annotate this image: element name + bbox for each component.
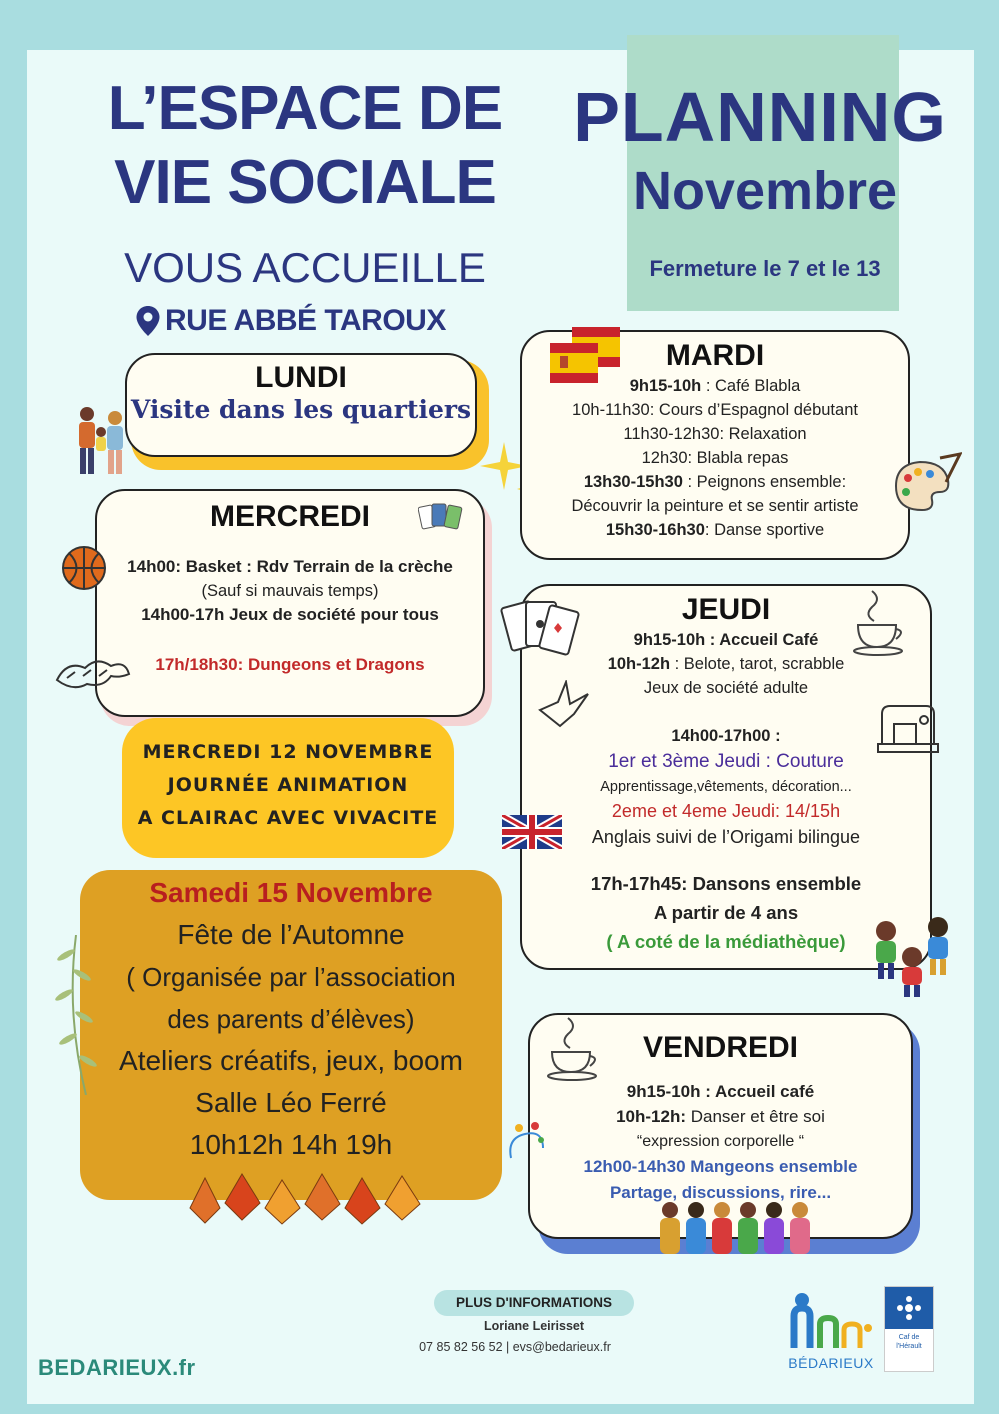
mardi-line-3: 11h30-12h30: Relaxation	[623, 425, 807, 443]
steaming-cup-icon	[546, 1016, 602, 1082]
subtitle: VOUS ACCUEILLE	[124, 244, 486, 291]
mardi-heading: MARDI	[665, 339, 765, 372]
vendredi-line-5: Partage, discussions, rire...	[609, 1183, 832, 1202]
samedi-box	[80, 870, 502, 1200]
spanish-flag-icon	[548, 325, 622, 385]
location-pin-icon	[135, 305, 161, 337]
caf-logo: Caf de l'Hérault	[884, 1286, 934, 1372]
lundi-text: Visite dans les quartiers	[130, 395, 472, 424]
mercredi-line-3: 14h00-17h Jeux de société pour tous	[141, 605, 439, 624]
mardi-line-4: 12h30: Blabla repas	[641, 449, 789, 467]
mardi-line-2: 10h-11h30: Cours d’Espagnol débutant	[572, 401, 858, 419]
jeudi-line-8: Anglais suivi de l’Origami bilingue	[591, 827, 861, 847]
autumn-leaves-icon	[180, 1168, 430, 1228]
mardi-line-6: Découvrir la peinture et se sentir artiste	[571, 497, 859, 515]
jeudi-line-3: Jeux de société adulte	[643, 679, 809, 697]
event-line-1: MERCREDI 12 NOVEMBRE	[142, 741, 434, 763]
jeudi-line-5: 1er et 3ème Jeudi : Couture	[608, 751, 844, 772]
jeudi-line-7: 2eme et 4eme Jeudi: 14/15h	[611, 801, 841, 821]
dragon-icon	[53, 650, 133, 696]
bedarieux-site: BEDARIEUX.fr	[38, 1355, 196, 1380]
samedi-line-5: Ateliers créatifs, jeux, boom	[119, 1045, 463, 1076]
group-people-icon	[656, 1200, 816, 1254]
mercredi-line-1: 14h00: Basket : Rdv Terrain de la crèche	[127, 557, 453, 576]
mercredi-heading: MERCREDI	[209, 500, 370, 533]
samedi-line-1: Samedi 15 Novembre	[149, 877, 433, 908]
closure-note: Fermeture le 7 et le 13	[649, 256, 881, 281]
vendredi-heading: VENDREDI	[642, 1031, 799, 1064]
address: RUE ABBÉ TAROUX	[135, 304, 446, 338]
caf-emblem-icon	[885, 1287, 933, 1329]
coffee-cup-icon	[852, 587, 908, 657]
jeudi-heading: JEUDI	[681, 593, 771, 626]
more-info-pill: PLUS D'INFORMATIONS	[434, 1290, 634, 1316]
mardi-line-5: 13h30-15h30 : Peignons ensemble:	[583, 473, 847, 491]
jeudi-line-11: ( A coté de la médiathèque)	[606, 931, 846, 952]
family-illustration-icon	[65, 402, 137, 476]
month-title: Novembre	[632, 161, 898, 221]
vendredi-line-1: 9h15-10h : Accueil café	[626, 1082, 815, 1101]
playing-cards-icon	[500, 594, 580, 666]
contact-name: Loriane Leirisset	[483, 1319, 585, 1333]
event-clairac-box	[122, 718, 454, 858]
children-playing-icon	[866, 915, 962, 999]
event-line-3: A CLAIRAC AVEC VIVACITE	[137, 807, 439, 829]
mardi-line-7: 15h30-16h30: Danse sportive	[605, 521, 825, 539]
lundi-heading: LUNDI	[255, 361, 347, 394]
jeudi-line-2: 10h-12h : Belote, tarot, scrabble	[607, 655, 845, 673]
mercredi-line-4: 17h/18h30: Dungeons et Dragons	[155, 655, 425, 674]
creative-hands-icon	[505, 1118, 549, 1166]
paint-palette-icon	[890, 452, 962, 516]
samedi-line-6: Salle Léo Ferré	[195, 1087, 387, 1118]
jeudi-line-9: 17h-17h45: Dansons ensemble	[590, 873, 862, 894]
vendredi-line-3: “expression corporelle “	[636, 1133, 805, 1150]
willow-branch-icon	[36, 935, 106, 1095]
poster-title: L’ESPACE DE VIE SOCIALE	[107, 74, 503, 217]
basketball-icon	[61, 545, 107, 591]
origami-crane-icon	[536, 680, 592, 730]
bedarieux-logo: BÉDARIEUX	[784, 1288, 878, 1372]
event-line-2: JOURNÉE ANIMATION	[167, 774, 409, 796]
samedi-line-7: 10h12h 14h 19h	[189, 1129, 393, 1160]
planning-title: PLANNING	[573, 78, 947, 156]
bedarieux-logo-icon	[784, 1288, 878, 1350]
game-cards-icon	[418, 500, 466, 534]
jeudi-line-4: 14h00-17h00 :	[671, 727, 781, 745]
vendredi-line-4: 12h00-14h30 Mangeons ensemble	[583, 1157, 858, 1176]
mercredi-line-2: (Sauf si mauvais temps)	[201, 582, 379, 600]
samedi-line-4: des parents d’élèves)	[167, 1004, 415, 1034]
jeudi-line-6: Apprentissage,vêtements, décoration...	[600, 779, 852, 795]
contact-phone-email: 07 85 82 56 52 | evs@bedarieux.fr	[419, 1340, 611, 1354]
jeudi-line-1: 9h15-10h : Accueil Café	[633, 631, 819, 649]
jeudi-line-10: A partir de 4 ans	[653, 902, 799, 923]
samedi-line-3: ( Organisée par l’association	[126, 962, 456, 992]
samedi-line-2: Fête de l’Automne	[177, 919, 405, 950]
uk-flag-icon	[502, 815, 562, 849]
mardi-line-1: 9h15-10h : Café Blabla	[629, 377, 801, 395]
lundi-card	[125, 353, 477, 457]
vendredi-line-2: 10h-12h: Danser et être soi	[616, 1107, 825, 1126]
sewing-machine-icon	[876, 700, 940, 758]
